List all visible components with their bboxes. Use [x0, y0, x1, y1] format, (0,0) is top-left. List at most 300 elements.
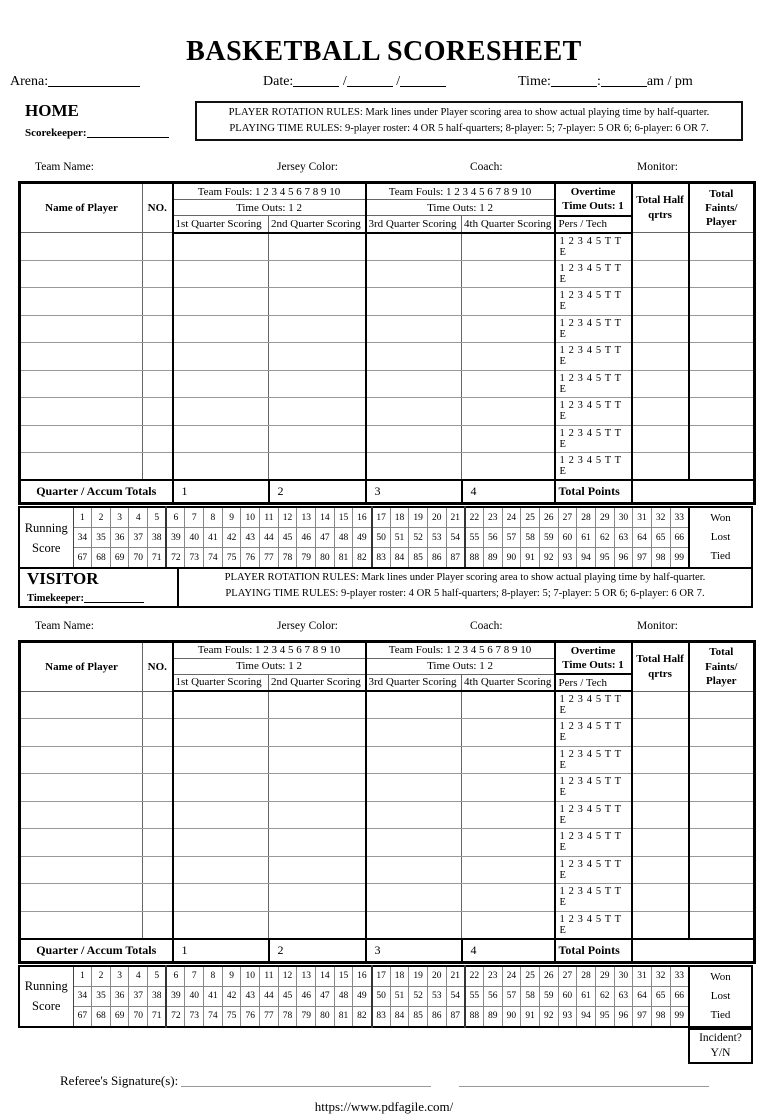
- running-score-number[interactable]: 34: [73, 986, 92, 1006]
- running-score-number[interactable]: 39: [166, 986, 185, 1006]
- running-score-number[interactable]: 28: [577, 966, 596, 987]
- quarter-1-total-cell[interactable]: 1: [173, 939, 269, 963]
- total-faints-cell[interactable]: [689, 829, 755, 857]
- total-half-qrtrs-cell[interactable]: [632, 691, 689, 719]
- player-name-cell[interactable]: [20, 746, 143, 774]
- total-points-cell[interactable]: [632, 480, 755, 504]
- running-score-number[interactable]: 14: [316, 507, 335, 528]
- running-score-number[interactable]: 97: [633, 548, 652, 569]
- running-score-number[interactable]: 1: [73, 966, 92, 987]
- referee-signature-input-1[interactable]: [181, 1074, 431, 1087]
- running-score-number[interactable]: 88: [465, 1006, 484, 1027]
- total-faints-cell[interactable]: [689, 425, 755, 453]
- q3-scoring-cell[interactable]: [366, 398, 462, 426]
- running-score-number[interactable]: 72: [166, 548, 185, 569]
- q1-scoring-cell[interactable]: [173, 260, 269, 288]
- running-score-number[interactable]: 79: [297, 1006, 316, 1027]
- player-name-cell[interactable]: [20, 911, 143, 939]
- personal-fouls-cell[interactable]: 1 2 3 4 5 T T E: [555, 425, 632, 453]
- running-score-number[interactable]: 48: [334, 528, 353, 548]
- running-score-number[interactable]: 26: [539, 966, 558, 987]
- running-score-number[interactable]: 5: [148, 966, 167, 987]
- running-score-number[interactable]: 8: [204, 966, 223, 987]
- team-fouls-scale-first-half[interactable]: Team Fouls: 1 2 3 4 5 6 7 8 9 10: [173, 641, 366, 658]
- running-score-number[interactable]: 86: [427, 1006, 446, 1027]
- running-score-number[interactable]: 94: [577, 1006, 596, 1027]
- personal-fouls-cell[interactable]: 1 2 3 4 5 T T E: [555, 343, 632, 371]
- running-score-number[interactable]: 48: [334, 986, 353, 1006]
- running-score-number[interactable]: 44: [260, 986, 279, 1006]
- q3-scoring-cell[interactable]: [366, 343, 462, 371]
- running-score-number[interactable]: 21: [446, 507, 465, 528]
- running-score-number[interactable]: 75: [222, 1006, 241, 1027]
- personal-fouls-cell[interactable]: 1 2 3 4 5 T T E: [555, 315, 632, 343]
- running-score-number[interactable]: 35: [92, 528, 111, 548]
- running-score-number[interactable]: 57: [502, 528, 521, 548]
- running-score-number[interactable]: 62: [595, 528, 614, 548]
- q3-scoring-cell[interactable]: [366, 288, 462, 316]
- running-score-number[interactable]: 93: [558, 1006, 577, 1027]
- total-half-qrtrs-cell[interactable]: [632, 884, 689, 912]
- running-score-number[interactable]: 81: [334, 1006, 353, 1027]
- running-score-number[interactable]: 27: [558, 966, 577, 987]
- incident-box[interactable]: [688, 1028, 753, 1064]
- running-score-number[interactable]: 16: [353, 507, 372, 528]
- q1-scoring-cell[interactable]: [173, 801, 269, 829]
- total-faints-cell[interactable]: [689, 774, 755, 802]
- q3-scoring-cell[interactable]: [366, 774, 462, 802]
- q2-scoring-cell[interactable]: [269, 774, 366, 802]
- total-half-qrtrs-cell[interactable]: [632, 746, 689, 774]
- running-score-number[interactable]: 51: [390, 528, 409, 548]
- time-outs-scale-second-half[interactable]: Time Outs: 1 2: [366, 200, 555, 216]
- running-score-number[interactable]: 66: [670, 528, 689, 548]
- total-half-qrtrs-cell[interactable]: [632, 370, 689, 398]
- player-name-cell[interactable]: [20, 801, 143, 829]
- player-no-cell[interactable]: [143, 288, 173, 316]
- q3-scoring-cell[interactable]: [366, 911, 462, 939]
- q3-scoring-cell[interactable]: [366, 884, 462, 912]
- q1-scoring-cell[interactable]: [173, 370, 269, 398]
- total-half-qrtrs-cell[interactable]: [632, 315, 689, 343]
- running-score-number[interactable]: 16: [353, 966, 372, 987]
- q1-scoring-cell[interactable]: [173, 884, 269, 912]
- personal-fouls-cell[interactable]: 1 2 3 4 5 T T E: [555, 884, 632, 912]
- date-year-input[interactable]: [400, 73, 446, 87]
- total-faints-cell[interactable]: [689, 719, 755, 747]
- q4-scoring-cell[interactable]: [462, 719, 555, 747]
- total-half-qrtrs-cell[interactable]: [632, 260, 689, 288]
- running-score-number[interactable]: 73: [185, 1006, 204, 1027]
- q3-scoring-cell[interactable]: [366, 719, 462, 747]
- running-score-number[interactable]: 30: [614, 966, 633, 987]
- quarter-4-total-cell[interactable]: 4: [462, 939, 555, 963]
- team-fouls-scale-first-half[interactable]: Team Fouls: 1 2 3 4 5 6 7 8 9 10: [173, 183, 366, 200]
- running-score-number[interactable]: 22: [465, 966, 484, 987]
- q3-scoring-cell[interactable]: [366, 829, 462, 857]
- running-score-number[interactable]: 64: [633, 986, 652, 1006]
- player-no-cell[interactable]: [143, 746, 173, 774]
- q2-scoring-cell[interactable]: [269, 856, 366, 884]
- q3-scoring-cell[interactable]: [366, 746, 462, 774]
- running-score-number[interactable]: 52: [409, 986, 428, 1006]
- q1-scoring-cell[interactable]: [173, 315, 269, 343]
- q1-scoring-cell[interactable]: [173, 425, 269, 453]
- running-score-number[interactable]: 20: [427, 966, 446, 987]
- team-fouls-scale-second-half[interactable]: Team Fouls: 1 2 3 4 5 6 7 8 9 10: [366, 183, 555, 200]
- running-score-number[interactable]: 59: [539, 986, 558, 1006]
- timekeeper-input[interactable]: [84, 589, 144, 603]
- footer-url[interactable]: https://www.pdfagile.com/: [314, 1098, 454, 1114]
- running-score-number[interactable]: 19: [409, 966, 428, 987]
- running-score-number[interactable]: 70: [129, 548, 148, 569]
- q1-scoring-cell[interactable]: [173, 233, 269, 261]
- running-score-number[interactable]: 86: [427, 548, 446, 569]
- running-score-number[interactable]: 61: [577, 986, 596, 1006]
- running-score-number[interactable]: 85: [409, 1006, 428, 1027]
- running-score-number[interactable]: 29: [595, 507, 614, 528]
- q4-scoring-cell[interactable]: [462, 801, 555, 829]
- total-faints-cell[interactable]: [689, 453, 755, 481]
- quarter-2-total-cell[interactable]: 2: [269, 480, 366, 504]
- monitor-label[interactable]: Monitor:: [637, 161, 678, 173]
- running-score-number[interactable]: 95: [595, 548, 614, 569]
- q2-scoring-cell[interactable]: [269, 746, 366, 774]
- ampm-label[interactable]: am / pm: [646, 74, 693, 89]
- player-no-cell[interactable]: [143, 233, 173, 261]
- total-half-qrtrs-cell[interactable]: [632, 343, 689, 371]
- total-faints-cell[interactable]: [689, 233, 755, 261]
- personal-fouls-cell[interactable]: 1 2 3 4 5 T T E: [555, 398, 632, 426]
- running-score-number[interactable]: 30: [614, 507, 633, 528]
- running-score-number[interactable]: 24: [502, 966, 521, 987]
- running-score-number[interactable]: 36: [110, 986, 129, 1006]
- personal-fouls-cell[interactable]: 1 2 3 4 5 T T E: [555, 370, 632, 398]
- q3-scoring-cell[interactable]: [366, 425, 462, 453]
- total-faints-cell[interactable]: [689, 691, 755, 719]
- running-score-number[interactable]: 50: [372, 986, 391, 1006]
- q2-scoring-cell[interactable]: [269, 911, 366, 939]
- running-score-number[interactable]: 18: [390, 507, 409, 528]
- running-score-number[interactable]: 6: [166, 966, 185, 987]
- running-score-number[interactable]: 94: [577, 548, 596, 569]
- q4-scoring-cell[interactable]: [462, 884, 555, 912]
- total-faints-cell[interactable]: [689, 370, 755, 398]
- running-score-number[interactable]: 79: [297, 548, 316, 569]
- q2-scoring-cell[interactable]: [269, 691, 366, 719]
- player-name-cell[interactable]: [20, 856, 143, 884]
- player-no-cell[interactable]: [143, 453, 173, 481]
- running-score-number[interactable]: 61: [577, 528, 596, 548]
- running-score-number[interactable]: 89: [483, 1006, 502, 1027]
- q1-scoring-cell[interactable]: [173, 829, 269, 857]
- player-no-cell[interactable]: [143, 829, 173, 857]
- running-score-number[interactable]: 84: [390, 548, 409, 569]
- player-name-cell[interactable]: [20, 288, 143, 316]
- running-score-number[interactable]: 31: [633, 507, 652, 528]
- running-score-number[interactable]: 57: [502, 986, 521, 1006]
- player-name-cell[interactable]: [20, 719, 143, 747]
- running-score-number[interactable]: 9: [222, 507, 241, 528]
- total-half-qrtrs-cell[interactable]: [632, 398, 689, 426]
- running-score-number[interactable]: 13: [297, 507, 316, 528]
- running-score-number[interactable]: 53: [427, 986, 446, 1006]
- running-score-number[interactable]: 82: [353, 1006, 372, 1027]
- running-score-number[interactable]: 17: [372, 507, 391, 528]
- player-name-cell[interactable]: [20, 370, 143, 398]
- running-score-number[interactable]: 99: [670, 548, 689, 569]
- coach-label[interactable]: Coach:: [470, 619, 503, 632]
- q2-scoring-cell[interactable]: [269, 315, 366, 343]
- player-no-cell[interactable]: [143, 260, 173, 288]
- running-score-number[interactable]: 25: [521, 507, 540, 528]
- running-score-number[interactable]: 5: [148, 507, 167, 528]
- running-score-number[interactable]: 46: [297, 528, 316, 548]
- running-score-number[interactable]: 60: [558, 986, 577, 1006]
- running-score-number[interactable]: 98: [651, 548, 670, 569]
- player-no-cell[interactable]: [143, 856, 173, 884]
- running-score-number[interactable]: 43: [241, 528, 260, 548]
- running-score-number[interactable]: 27: [558, 507, 577, 528]
- running-score-number[interactable]: 45: [278, 528, 297, 548]
- running-score-number[interactable]: 17: [372, 966, 391, 987]
- player-no-cell[interactable]: [143, 398, 173, 426]
- running-score-number[interactable]: 56: [483, 986, 502, 1006]
- q4-scoring-cell[interactable]: [462, 370, 555, 398]
- total-faints-cell[interactable]: [689, 746, 755, 774]
- player-name-cell[interactable]: [20, 691, 143, 719]
- running-score-number[interactable]: 85: [409, 548, 428, 569]
- running-score-number[interactable]: 78: [278, 1006, 297, 1027]
- running-score-number[interactable]: 91: [521, 548, 540, 569]
- quarter-1-total-cell[interactable]: 1: [173, 480, 269, 504]
- running-score-number[interactable]: 24: [502, 507, 521, 528]
- running-score-number[interactable]: 76: [241, 1006, 260, 1027]
- running-score-number[interactable]: 18: [390, 966, 409, 987]
- player-name-cell[interactable]: [20, 398, 143, 426]
- q4-scoring-cell[interactable]: [462, 260, 555, 288]
- quarter-3-total-cell[interactable]: 3: [366, 939, 462, 963]
- total-faints-cell[interactable]: [689, 260, 755, 288]
- running-score-number[interactable]: 87: [446, 548, 465, 569]
- running-score-number[interactable]: 44: [260, 528, 279, 548]
- running-score-number[interactable]: 37: [129, 986, 148, 1006]
- running-score-number[interactable]: 96: [614, 1006, 633, 1027]
- running-score-number[interactable]: 12: [278, 966, 297, 987]
- q2-scoring-cell[interactable]: [269, 370, 366, 398]
- running-score-number[interactable]: 3: [110, 507, 129, 528]
- total-half-qrtrs-cell[interactable]: [632, 829, 689, 857]
- personal-fouls-cell[interactable]: 1 2 3 4 5 T T E: [555, 260, 632, 288]
- q3-scoring-cell[interactable]: [366, 801, 462, 829]
- player-no-cell[interactable]: [143, 801, 173, 829]
- running-score-number[interactable]: 69: [110, 1006, 129, 1027]
- q2-scoring-cell[interactable]: [269, 801, 366, 829]
- running-score-number[interactable]: 73: [185, 548, 204, 569]
- q4-scoring-cell[interactable]: [462, 398, 555, 426]
- team-fouls-scale-second-half[interactable]: Team Fouls: 1 2 3 4 5 6 7 8 9 10: [366, 641, 555, 658]
- q2-scoring-cell[interactable]: [269, 453, 366, 481]
- overtime-timeouts-label[interactable]: Time Outs: 1: [562, 658, 624, 671]
- running-score-number[interactable]: 47: [316, 986, 335, 1006]
- time-outs-scale-second-half[interactable]: Time Outs: 1 2: [366, 658, 555, 674]
- running-score-number[interactable]: 38: [148, 986, 167, 1006]
- running-score-number[interactable]: 33: [670, 966, 689, 987]
- running-score-number[interactable]: 63: [614, 986, 633, 1006]
- date-day-input[interactable]: [347, 73, 393, 87]
- running-score-number[interactable]: 39: [166, 528, 185, 548]
- running-score-number[interactable]: 8: [204, 507, 223, 528]
- total-faints-cell[interactable]: [689, 288, 755, 316]
- running-score-number[interactable]: 65: [651, 986, 670, 1006]
- q4-scoring-cell[interactable]: [462, 746, 555, 774]
- running-score-number[interactable]: 98: [651, 1006, 670, 1027]
- running-score-number[interactable]: 49: [353, 986, 372, 1006]
- total-half-qrtrs-cell[interactable]: [632, 856, 689, 884]
- running-score-number[interactable]: 31: [633, 966, 652, 987]
- running-score-number[interactable]: 20: [427, 507, 446, 528]
- player-no-cell[interactable]: [143, 691, 173, 719]
- q4-scoring-cell[interactable]: [462, 856, 555, 884]
- total-half-qrtrs-cell[interactable]: [632, 911, 689, 939]
- running-score-number[interactable]: 99: [670, 1006, 689, 1027]
- running-score-number[interactable]: 32: [651, 507, 670, 528]
- player-name-cell[interactable]: [20, 774, 143, 802]
- incident-yn[interactable]: Y/N: [710, 1046, 731, 1059]
- monitor-label[interactable]: Monitor:: [637, 619, 678, 632]
- running-score-number[interactable]: 19: [409, 507, 428, 528]
- won-lost-tied-cell[interactable]: Won Lost Tied: [689, 966, 752, 1027]
- running-score-number[interactable]: 95: [595, 1006, 614, 1027]
- running-score-number[interactable]: 49: [353, 528, 372, 548]
- q1-scoring-cell[interactable]: [173, 856, 269, 884]
- q4-scoring-cell[interactable]: [462, 911, 555, 939]
- player-no-cell[interactable]: [143, 719, 173, 747]
- running-score-number[interactable]: 58: [521, 986, 540, 1006]
- quarter-3-total-cell[interactable]: 3: [366, 480, 462, 504]
- running-score-number[interactable]: 32: [651, 966, 670, 987]
- running-score-number[interactable]: 67: [73, 548, 92, 569]
- running-score-number[interactable]: 13: [297, 966, 316, 987]
- q2-scoring-cell[interactable]: [269, 233, 366, 261]
- player-no-cell[interactable]: [143, 343, 173, 371]
- running-score-number[interactable]: 90: [502, 1006, 521, 1027]
- running-score-number[interactable]: 7: [185, 966, 204, 987]
- arena-input[interactable]: [48, 73, 140, 87]
- running-score-number[interactable]: 66: [670, 986, 689, 1006]
- running-score-number[interactable]: 47: [316, 528, 335, 548]
- q1-scoring-cell[interactable]: [173, 691, 269, 719]
- running-score-number[interactable]: 2: [92, 507, 111, 528]
- running-score-number[interactable]: 80: [316, 548, 335, 569]
- running-score-number[interactable]: 80: [316, 1006, 335, 1027]
- running-score-number[interactable]: 96: [614, 548, 633, 569]
- q4-scoring-cell[interactable]: [462, 453, 555, 481]
- total-half-qrtrs-cell[interactable]: [632, 233, 689, 261]
- player-name-cell[interactable]: [20, 260, 143, 288]
- player-no-cell[interactable]: [143, 370, 173, 398]
- running-score-number[interactable]: 10: [241, 966, 260, 987]
- running-score-number[interactable]: 33: [670, 507, 689, 528]
- running-score-number[interactable]: 90: [502, 548, 521, 569]
- running-score-number[interactable]: 28: [577, 507, 596, 528]
- running-score-number[interactable]: 83: [372, 1006, 391, 1027]
- time-outs-scale-first-half[interactable]: Time Outs: 1 2: [173, 200, 366, 216]
- running-score-number[interactable]: 11: [260, 966, 279, 987]
- q1-scoring-cell[interactable]: [173, 719, 269, 747]
- player-name-cell[interactable]: [20, 233, 143, 261]
- q4-scoring-cell[interactable]: [462, 774, 555, 802]
- running-score-number[interactable]: 68: [92, 548, 111, 569]
- running-score-number[interactable]: 50: [372, 528, 391, 548]
- total-half-qrtrs-cell[interactable]: [632, 453, 689, 481]
- player-no-cell[interactable]: [143, 425, 173, 453]
- running-score-number[interactable]: 1: [73, 507, 92, 528]
- q2-scoring-cell[interactable]: [269, 260, 366, 288]
- q4-scoring-cell[interactable]: [462, 233, 555, 261]
- running-score-number[interactable]: 82: [353, 548, 372, 569]
- running-score-number[interactable]: 84: [390, 1006, 409, 1027]
- running-score-number[interactable]: 63: [614, 528, 633, 548]
- q1-scoring-cell[interactable]: [173, 911, 269, 939]
- running-score-number[interactable]: 14: [316, 966, 335, 987]
- running-score-number[interactable]: 68: [92, 1006, 111, 1027]
- total-half-qrtrs-cell[interactable]: [632, 719, 689, 747]
- team-name-label[interactable]: Team Name:: [35, 161, 94, 173]
- running-score-number[interactable]: 42: [222, 528, 241, 548]
- running-score-number[interactable]: 38: [148, 528, 167, 548]
- running-score-number[interactable]: 29: [595, 966, 614, 987]
- team-name-label[interactable]: Team Name:: [35, 619, 94, 632]
- running-score-number[interactable]: 37: [129, 528, 148, 548]
- q2-scoring-cell[interactable]: [269, 829, 366, 857]
- running-score-number[interactable]: 58: [521, 528, 540, 548]
- q2-scoring-cell[interactable]: [269, 288, 366, 316]
- running-score-number[interactable]: 59: [539, 528, 558, 548]
- q3-scoring-cell[interactable]: [366, 453, 462, 481]
- running-score-number[interactable]: 46: [297, 986, 316, 1006]
- running-score-number[interactable]: 51: [390, 986, 409, 1006]
- running-score-number[interactable]: 67: [73, 1006, 92, 1027]
- player-name-cell[interactable]: [20, 453, 143, 481]
- won-lost-tied-cell[interactable]: Won Lost Tied: [689, 507, 752, 568]
- personal-fouls-cell[interactable]: 1 2 3 4 5 T T E: [555, 911, 632, 939]
- running-score-number[interactable]: 9: [222, 966, 241, 987]
- q1-scoring-cell[interactable]: [173, 398, 269, 426]
- q4-scoring-cell[interactable]: [462, 691, 555, 719]
- running-score-number[interactable]: 64: [633, 528, 652, 548]
- personal-fouls-cell[interactable]: 1 2 3 4 5 T T E: [555, 691, 632, 719]
- q1-scoring-cell[interactable]: [173, 343, 269, 371]
- q4-scoring-cell[interactable]: [462, 288, 555, 316]
- q2-scoring-cell[interactable]: [269, 425, 366, 453]
- running-score-number[interactable]: 77: [260, 548, 279, 569]
- running-score-number[interactable]: 11: [260, 507, 279, 528]
- quarter-2-total-cell[interactable]: 2: [269, 939, 366, 963]
- running-score-number[interactable]: 22: [465, 507, 484, 528]
- running-score-number[interactable]: 97: [633, 1006, 652, 1027]
- running-score-number[interactable]: 60: [558, 528, 577, 548]
- total-faints-cell[interactable]: [689, 398, 755, 426]
- running-score-number[interactable]: 81: [334, 548, 353, 569]
- running-score-number[interactable]: 23: [483, 966, 502, 987]
- running-score-number[interactable]: 6: [166, 507, 185, 528]
- personal-fouls-cell[interactable]: 1 2 3 4 5 T T E: [555, 801, 632, 829]
- q4-scoring-cell[interactable]: [462, 315, 555, 343]
- total-half-qrtrs-cell[interactable]: [632, 425, 689, 453]
- date-month-input[interactable]: [293, 73, 339, 87]
- scorekeeper-input[interactable]: [87, 124, 169, 138]
